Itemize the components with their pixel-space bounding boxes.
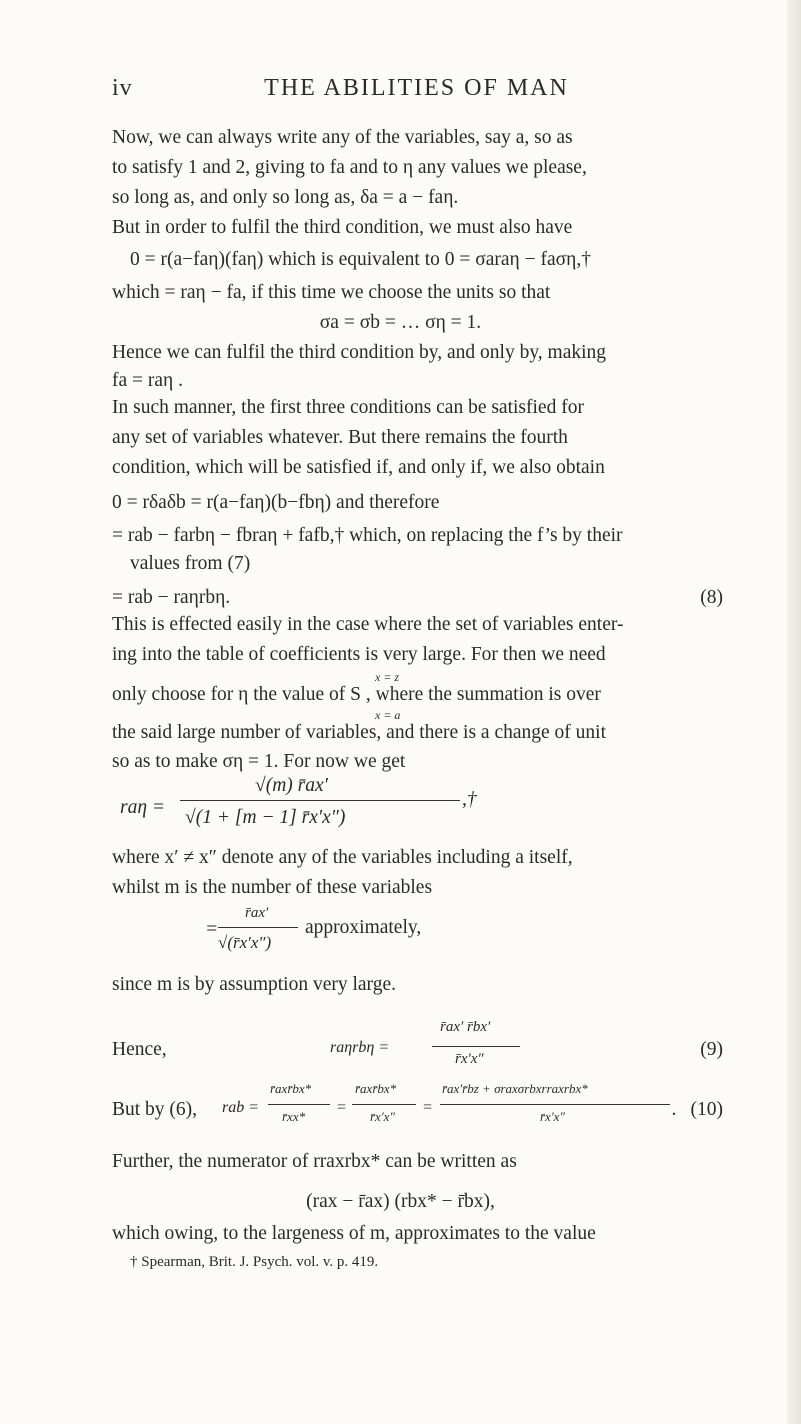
fraction-bar — [268, 1104, 330, 1105]
formula-denominator: √(1 + [m − 1] r̄x′x″) — [185, 807, 346, 828]
text-line: any set of variables whatever. But there remains the fourth — [112, 427, 568, 448]
fraction-bar — [352, 1104, 416, 1105]
text-line: so long as, and only so long as, δa = a − faη. — [112, 187, 459, 208]
text-line: In such manner, the first three conditions can be satisfied for — [112, 397, 584, 418]
approx-equals: = — [205, 919, 219, 940]
text-line: But by (6), — [112, 1099, 198, 1120]
sum-lower-limit: x = a — [375, 708, 401, 722]
text-line: 0 = rδaδb = r(a−faη)(b−fbη) and therefore — [112, 492, 440, 513]
eq10-equals: = — [422, 1099, 433, 1116]
equation-label: (8) — [700, 587, 723, 608]
text-line: whilst m is the number of these variables — [112, 877, 433, 898]
page-edge-shadow — [787, 0, 801, 1424]
eq9-numerator: r̄ax′ r̄bx′ — [440, 1019, 491, 1035]
text-line: This is effected easily in the case where the set of variables enter- — [112, 614, 624, 635]
eq10-numerator-2: r̄axr̄bx* — [355, 1081, 397, 1096]
text-line: = rab − raηrbη. — [112, 587, 231, 608]
equation-label: (10) — [690, 1099, 723, 1120]
eq10-numerator-3: r̄ax′r̄bz + σraxσrbxrraxrbx* — [442, 1081, 588, 1096]
equation-label: (9) — [700, 1039, 723, 1060]
text-line: Now, we can always write any of the variables, say a, so as — [112, 127, 573, 148]
running-title: THE ABILITIES OF MAN — [264, 75, 569, 101]
text-line: only choose for η the value of S , where the summation is over — [112, 684, 601, 705]
footnote: † Spearman, Brit. J. Psych. vol. v. p. 419. — [130, 1254, 379, 1270]
eq10-equals: = — [336, 1099, 347, 1116]
eq10-period: . — [672, 1099, 677, 1120]
sum-upper-limit: x = z — [375, 670, 400, 684]
text-line: values from (7) — [130, 553, 251, 574]
text-line: where x′ ≠ x″ denote any of the variables including a itself, — [112, 847, 573, 868]
text-line: fa = raη . — [112, 370, 183, 391]
eq10-lhs: rab = — [222, 1099, 260, 1116]
running-header — [112, 75, 721, 105]
text-line: so as to make ση = 1. For now we get — [112, 751, 406, 772]
text-line: Hence, — [112, 1039, 167, 1060]
eq9-denominator: r̄x′x″ — [455, 1051, 484, 1067]
text-line: the said large number of variables, and there is a change of unit — [112, 722, 607, 743]
fraction-bar — [218, 927, 298, 928]
text-line: which owing, to the largeness of m, approximates to the value — [112, 1223, 596, 1244]
page-number: iv — [112, 75, 133, 101]
formula-lhs: raη = — [120, 797, 166, 818]
eq9-lhs: raηrbη = — [330, 1039, 390, 1056]
approx-numerator: r̄ax′ — [245, 905, 269, 921]
text-line: (rax − r̄ax) (rbx* − r̄bx), — [306, 1191, 495, 1212]
eq10-denominator-1: r̄xx* — [282, 1109, 306, 1124]
text-line: since m is by assumption very large. — [112, 974, 396, 995]
text-line: But in order to fulfil the third condition, we must also have — [112, 217, 573, 238]
text-line: to satisfy 1 and 2, giving to fa and to η any values we please, — [112, 157, 587, 178]
formula-numerator: √(m) r̄ax′ — [255, 775, 328, 796]
eq10-numerator-1: r̄axr̄bx* — [270, 1081, 312, 1096]
eq10-denominator-3: r̄x′x″ — [540, 1109, 565, 1124]
eq10-denominator-2: r̄x′x″ — [370, 1109, 395, 1124]
approx-denominator: √(r̄x′x″) — [218, 933, 272, 952]
text-line: 0 = r(a−faη)(faη) which is equivalent to 0 = σarаη − faση,† — [130, 249, 591, 270]
fraction-bar — [180, 800, 460, 801]
text-line: Hence we can fulfil the third condition by, and only by, making — [112, 342, 607, 363]
fraction-bar — [440, 1104, 670, 1105]
dagger-mark: ,† — [462, 789, 477, 810]
text-line: ing into the table of coefficients is very large. For then we need — [112, 644, 606, 665]
text-line: condition, which will be satisfied if, and only if, we also obtain — [112, 457, 605, 478]
text-line: σa = σb = … ση = 1. — [319, 312, 482, 333]
text-line: = rab − farbη − fbraη + fafb,† which, on replacing the f’s by their — [112, 525, 623, 546]
text-line: which = raη − fa, if this time we choose the units so that — [112, 282, 551, 303]
text-line: approximately, — [305, 917, 422, 938]
text-line: Further, the numerator of rraxrbx* can be written as — [112, 1151, 517, 1172]
fraction-bar — [432, 1046, 520, 1047]
